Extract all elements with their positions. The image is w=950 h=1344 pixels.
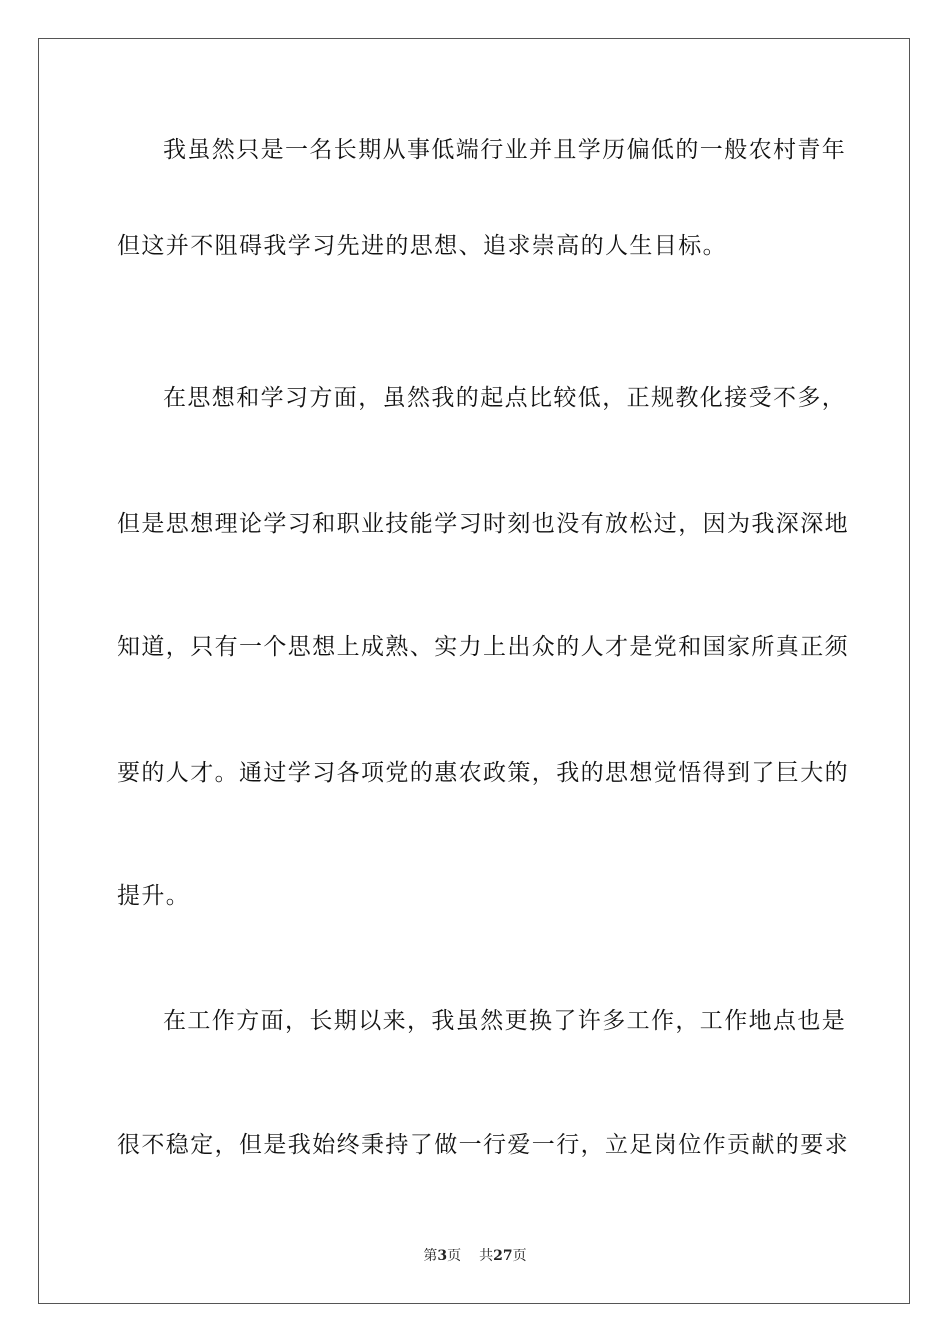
page-border [38,38,910,1304]
footer-total-suffix: 页 [512,1248,527,1264]
page-footer [0,1246,950,1266]
footer-total-pages: 27 [493,1248,513,1264]
body-line-9: 很不稳定，但是我始终秉持了做一行爱一行，立足岗位作贡献的要求 [117,1132,849,1158]
body-line-6: 要的人才。通过学习各项党的惠农政策，我的思想觉悟得到了巨大的 [117,760,849,786]
footer-page-prefix: 第 [423,1248,438,1264]
body-line-1: 我虽然只是一名长期从事低端行业并且学历偏低的一般农村青年 [163,137,847,163]
body-line-8: 在工作方面，长期以来，我虽然更换了许多工作，工作地点也是 [163,1008,847,1034]
body-line-7: 提升。 [117,883,191,909]
footer-page-suffix: 页 [447,1248,462,1264]
footer-page-number: 3 [437,1248,448,1264]
footer-total-prefix: 共 [479,1248,494,1264]
body-line-4: 但是思想理论学习和职业技能学习时刻也没有放松过，因为我深深地 [117,511,849,537]
body-line-5: 知道，只有一个思想上成熟、实力上出众的人才是党和国家所真正须 [117,634,849,660]
body-line-2: 但这并不阻碍我学习先进的思想、追求崇高的人生目标。 [117,233,727,259]
body-line-3: 在思想和学习方面，虽然我的起点比较低，正规教化接受不多， [163,385,847,411]
